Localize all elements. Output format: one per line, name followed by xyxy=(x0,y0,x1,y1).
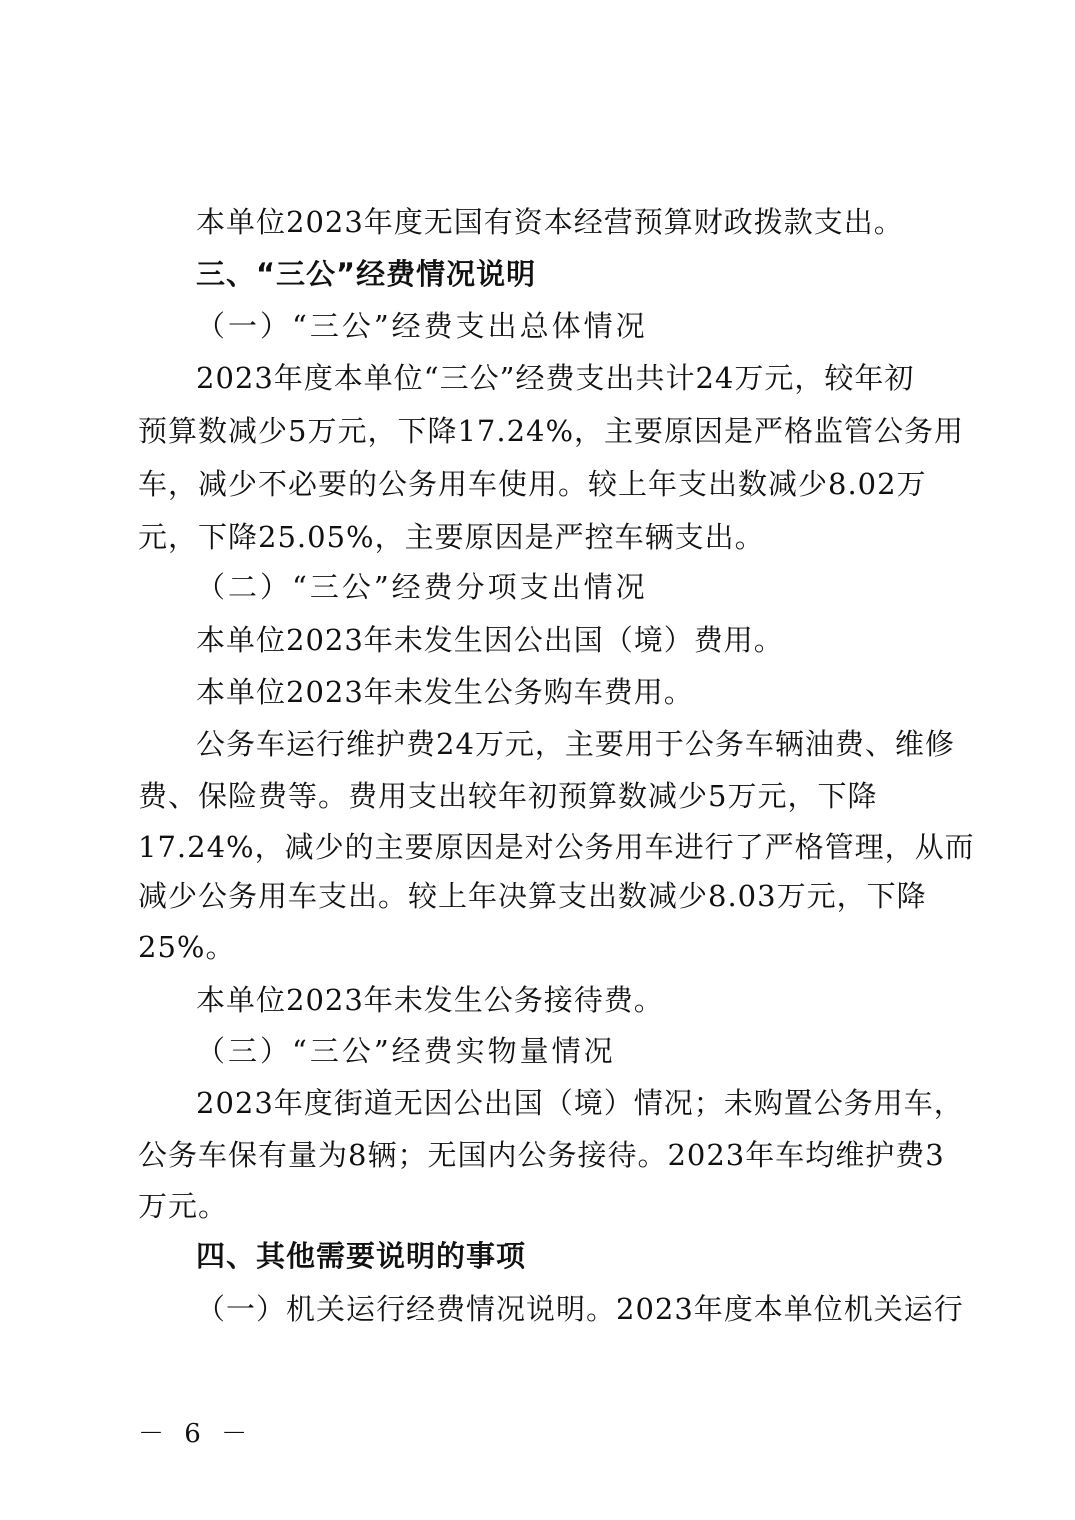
paragraph-line: 车，减少不必要的公务用车使用。较上年支出数减少8.02万 xyxy=(138,467,927,501)
paragraph-line: 本单位2023年度无国有资本经营预算财政拨款支出。 xyxy=(196,205,904,239)
subsection-heading: （二）“三公”经费分项支出情况 xyxy=(196,570,648,604)
paragraph-line: 25%。 xyxy=(138,930,236,964)
paragraph-line: 2023年度街道无因公出国（境）情况；未购置公务用车， xyxy=(196,1086,964,1120)
paragraph-line: 17.24%，减少的主要原因是对公务用车进行了严格管理，从而 xyxy=(138,830,975,864)
paragraph-line: 公务车运行维护费24万元，主要用于公务车辆油费、维修 xyxy=(196,727,955,761)
paragraph-line: 元，下降25.05%，主要原因是严控车辆支出。 xyxy=(138,520,765,554)
section-heading-4: 四、其他需要说明的事项 xyxy=(196,1239,527,1273)
subsection-heading: （一）“三公”经费支出总体情况 xyxy=(196,309,648,343)
paragraph-line: 公务车保有量为8辆；无国内公务接待。2023年车均维护费3 xyxy=(138,1138,945,1172)
paragraph-line: 预算数减少5万元，下降17.24%，主要原因是严格监管公务用 xyxy=(138,414,965,448)
paragraph-line: 本单位2023年未发生公务接待费。 xyxy=(196,983,664,1017)
paragraph-line: 2023年度本单位“三公”经费支出共计24万元，较年初 xyxy=(196,361,915,395)
paragraph-line: 本单位2023年未发生因公出国（境）费用。 xyxy=(196,623,784,657)
paragraph-line: 费、保险费等。费用支出较年初预算数减少5万元，下降 xyxy=(138,779,878,813)
section-heading-3: 三、“三公”经费情况说明 xyxy=(196,257,537,291)
paragraph-line: 减少公务用车支出。较上年决算支出数减少8.03万元，下降 xyxy=(138,879,927,913)
subsection-heading: （三）“三公”经费实物量情况 xyxy=(196,1034,616,1068)
paragraph-line: 本单位2023年未发生公务购车费用。 xyxy=(196,675,694,709)
paragraph-line: 万元。 xyxy=(138,1189,229,1223)
page-number: － 6 － xyxy=(138,1419,254,1449)
paragraph-line: （一）机关运行经费情况说明。2023年度本单位机关运行 xyxy=(196,1292,964,1326)
